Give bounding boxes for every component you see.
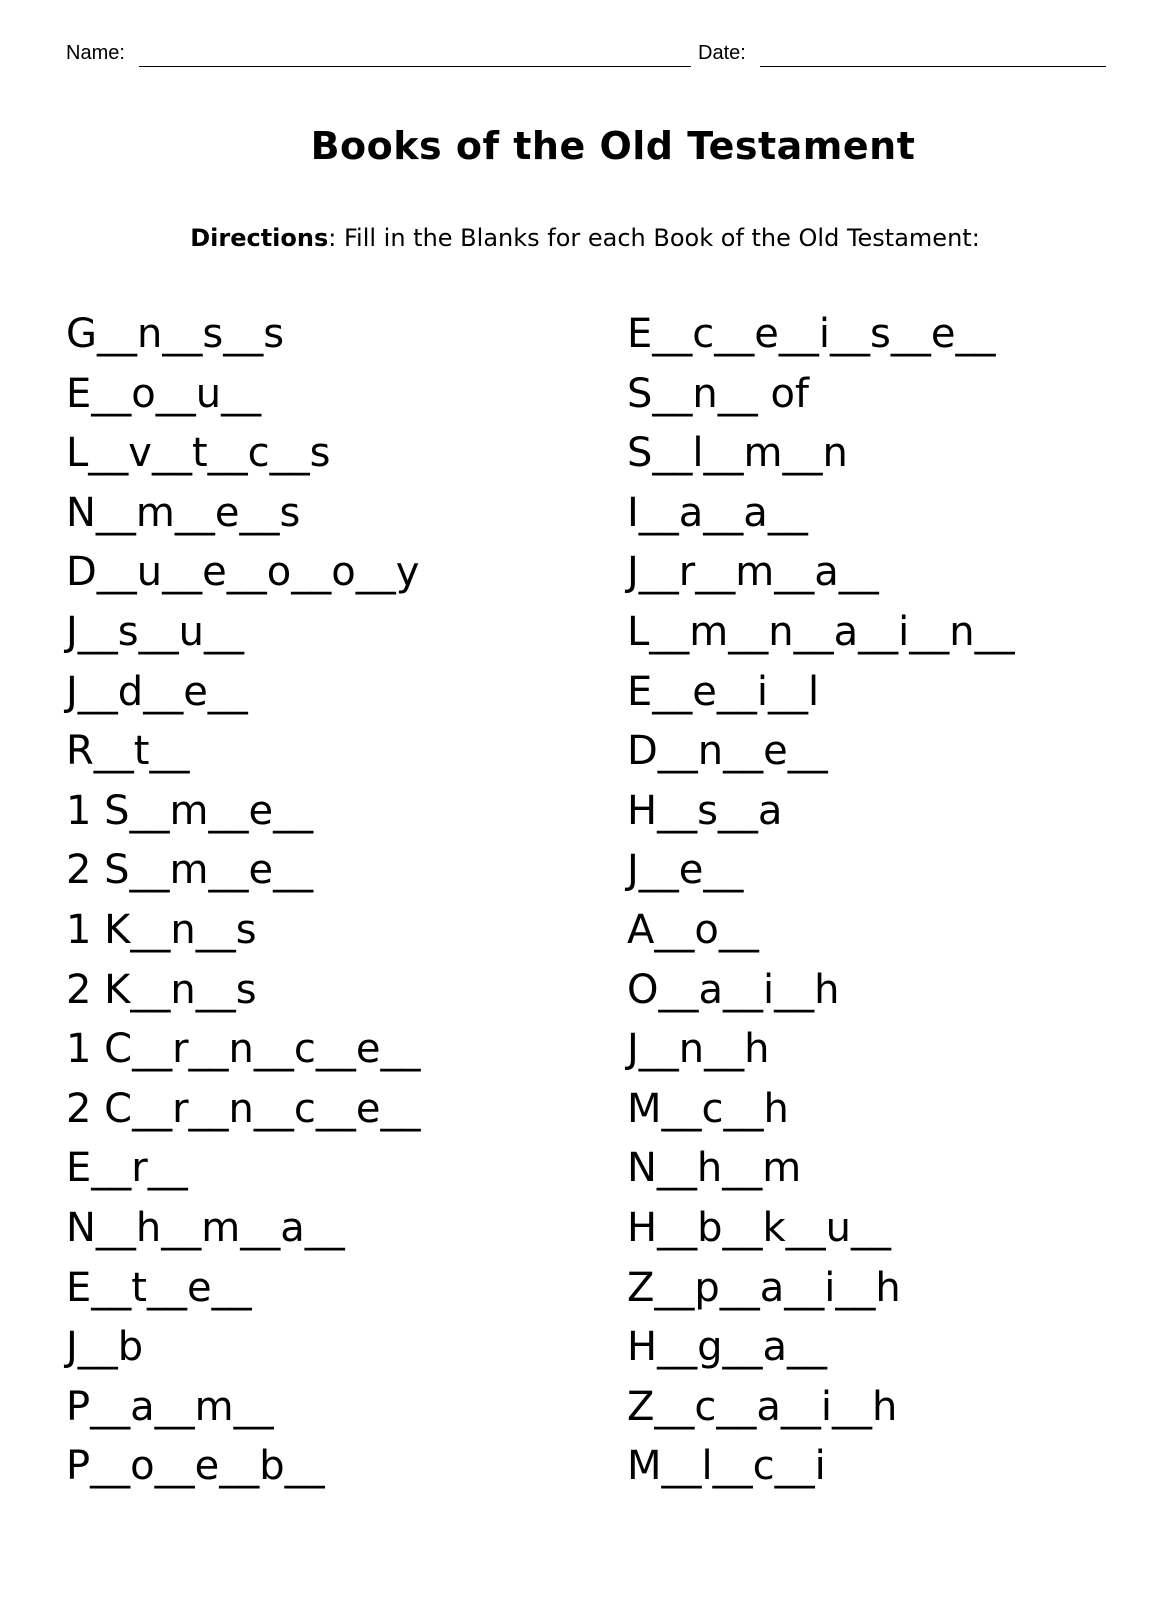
directions-text: : Fill in the Blanks for each Book of the Old Testament: [328, 224, 980, 252]
book-blank-item[interactable]: E__r__ [66, 1145, 188, 1192]
book-blank-item[interactable]: M__c__h [627, 1085, 789, 1132]
book-blank-item[interactable]: 1 C__r__n__c__e__ [66, 1026, 421, 1073]
book-blank-item[interactable]: Z__c__a__i__h [627, 1383, 898, 1430]
book-blank-item[interactable]: L__v__t__c__s [66, 430, 331, 477]
book-blank-item[interactable]: H__s__a [627, 787, 783, 834]
book-blank-item[interactable]: N__h__m__a__ [66, 1204, 345, 1251]
book-blank-item[interactable]: H__b__k__u__ [627, 1204, 891, 1251]
book-blank-item[interactable]: S__n__ of [627, 370, 810, 417]
date-blank-line[interactable] [760, 66, 1106, 67]
book-blank-item[interactable]: D__n__e__ [627, 728, 828, 775]
book-blank-item[interactable]: E__c__e__i__s__e__ [627, 311, 996, 357]
book-blank-item[interactable]: L__m__n__a__i__n__ [627, 608, 1015, 655]
book-blank-item[interactable]: P__o__e__b__ [66, 1443, 325, 1490]
name-blank-line[interactable] [139, 66, 691, 67]
book-blank-item[interactable]: 2 S__m__e__ [66, 847, 314, 894]
book-blank-item[interactable]: 1 S__m__e__ [66, 787, 314, 834]
book-blank-item[interactable]: J__d__e__ [66, 668, 248, 715]
book-blank-item[interactable]: M__l__c__i [627, 1443, 826, 1490]
book-blank-item[interactable]: E__e__i__l [627, 668, 820, 715]
book-blank-item[interactable]: H__g__a__ [627, 1324, 827, 1371]
book-blank-item[interactable]: N__h__m [627, 1145, 802, 1192]
book-blank-item[interactable]: P__a__m__ [66, 1383, 274, 1430]
book-blank-item[interactable]: I__a__a__ [627, 489, 808, 536]
book-blank-item[interactable]: 1 K__n__s [66, 906, 257, 953]
book-blank-item[interactable]: O__a__i__h [627, 966, 840, 1013]
book-blank-item[interactable]: Z__p__a__i__h [627, 1264, 901, 1311]
book-blank-item[interactable]: E__o__u__ [66, 370, 262, 417]
book-blank-item[interactable]: N__m__e__s [66, 489, 301, 536]
book-blank-item[interactable]: D__u__e__o__o__y [66, 549, 420, 596]
book-blank-item[interactable]: J__n__h [627, 1026, 770, 1073]
book-blank-item[interactable]: J__b [66, 1324, 144, 1371]
book-blank-item[interactable]: A__o__ [627, 906, 759, 953]
book-list-right [627, 305, 1015, 1497]
directions-label: Directions [190, 224, 329, 252]
book-blank-item[interactable]: J__s__u__ [66, 608, 244, 655]
book-blank-item[interactable]: G__n__s__s [66, 311, 285, 357]
name-label: Name: [66, 42, 125, 64]
book-blank-item[interactable]: S__l__m__n [627, 430, 848, 477]
page-title: Books of the Old Testament [310, 124, 916, 168]
book-list-left [66, 305, 421, 1497]
book-blank-item[interactable]: 2 K__n__s [66, 966, 257, 1013]
book-blank-item[interactable]: J__r__m__a__ [627, 549, 879, 596]
book-blank-item[interactable]: R__t__ [66, 728, 190, 775]
header-row [66, 42, 1106, 72]
directions [0, 224, 1170, 252]
book-blank-item[interactable]: E__t__e__ [66, 1264, 252, 1311]
book-blank-item[interactable]: J__e__ [627, 847, 744, 894]
date-label: Date: [698, 42, 746, 64]
book-blank-item[interactable]: 2 C__r__n__c__e__ [66, 1085, 421, 1132]
